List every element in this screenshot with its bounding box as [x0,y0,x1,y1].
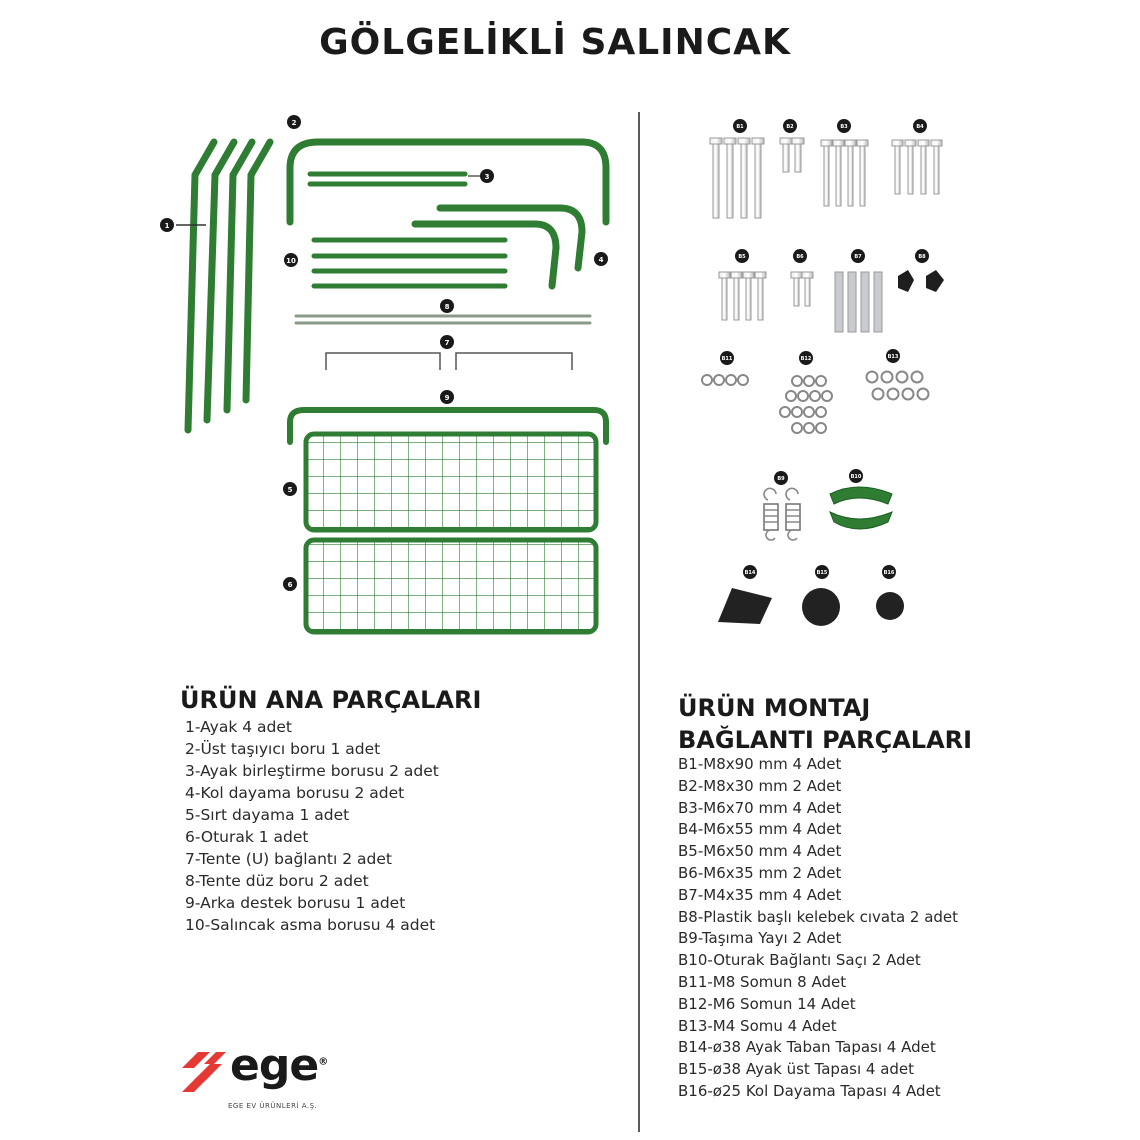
part-hanging-pipes [314,240,505,286]
part-arm-rests [415,208,582,286]
hardware-b16-cap [876,592,904,620]
svg-text:B5: B5 [738,254,746,260]
connection-part-item: B12-M6 Somun 14 Adet [678,994,856,1013]
hardware-b6-bolts [791,272,813,306]
main-part-item: 2-Üst taşıyıcı boru 1 adet [185,740,381,758]
svg-text:B8: B8 [918,254,926,260]
part-backrest [306,434,596,530]
ege-logo [180,1040,340,1120]
connection-heading-line-2: BAĞLANTI PARÇALARI [678,726,973,754]
svg-text:B6: B6 [796,254,804,260]
main-part-item: 10-Salıncak asma borusu 4 adet [185,916,436,934]
hardware-b11-nuts [702,375,748,385]
part-seat [306,540,596,632]
svg-text:B11: B11 [721,356,733,362]
marker-b13 [886,349,900,363]
svg-text:B12: B12 [800,356,812,362]
connection-part-item: B3-M6x70 mm 4 Adet [678,798,842,817]
svg-text:7: 7 [444,339,450,347]
svg-text:1: 1 [164,222,170,230]
marker-part-5 [283,482,297,496]
svg-text:10: 10 [286,257,296,265]
marker-part-7 [440,335,454,349]
connection-part-item: B13-M4 Somu 4 Adet [678,1016,837,1035]
hardware-b13-nuts [867,372,929,400]
main-parts-heading: ÜRÜN ANA PARÇALARI [180,686,482,714]
part-leg-joining-pipes [310,174,465,184]
hardware-b15-cap [802,588,840,626]
svg-text:4: 4 [598,256,604,264]
connection-parts-heading [678,692,998,756]
connection-part-item: B2-M8x30 mm 2 Adet [678,776,842,795]
svg-text:3: 3 [484,173,490,181]
marker-b16 [882,565,896,579]
hardware-b14-cap [718,588,772,624]
main-part-item: 9-Arka destek borusu 1 adet [185,894,406,912]
connection-part-item: B16-ø25 Kol Dayama Tapası 4 Adet [678,1081,941,1100]
hardware-b2-bolts [780,138,804,172]
main-part-item: 1-Ayak 4 adet [185,718,292,736]
marker-part-8 [440,299,454,313]
connection-part-item: B7-M4x35 mm 4 Adet [678,885,842,904]
marker-b12 [799,351,813,365]
part-canopy-u-connectors [326,353,572,370]
connection-part-item: B4-M6x55 mm 4 Adet [678,820,842,839]
marker-b5 [735,249,749,263]
connection-part-item: B8-Plastik başlı kelebek cıvata 2 adet [678,907,959,926]
connection-part-item: B14-ø38 Ayak Taban Tapası 4 Adet [678,1038,936,1057]
svg-text:B3: B3 [840,124,848,130]
svg-text:6: 6 [287,581,293,589]
marker-b4 [913,119,927,133]
logo-stripes-icon [180,1050,228,1094]
svg-text:B13: B13 [887,354,899,360]
marker-b2 [783,119,797,133]
hardware-b7-bolts [835,272,882,332]
hardware-b12-nuts [780,376,832,433]
marker-b14 [743,565,757,579]
marker-b1 [733,119,747,133]
hardware-b10-plates [830,487,892,529]
part-legs [188,142,270,430]
marker-b8 [915,249,929,263]
marker-b7 [851,249,865,263]
connection-parts-list [678,754,958,1103]
connection-part-item: B10-Oturak Bağlantı Saçı 2 Adet [678,951,921,970]
connection-part-item: B1-M8x90 mm 4 Adet [678,755,842,773]
main-part-item: 5-Sırt dayama 1 adet [185,806,350,824]
logo-wordmark: ege® [230,1040,328,1091]
marker-part-2 [287,115,301,129]
marker-part-10 [284,253,298,267]
marker-b9 [774,471,788,485]
svg-text:B1: B1 [736,124,744,130]
hardware-b8-wing-bolts [898,270,944,292]
connection-part-item: B5-M6x50 mm 4 Adet [678,842,842,861]
marker-part-1 [160,218,174,232]
svg-text:B14: B14 [744,570,756,576]
svg-text:B4: B4 [916,124,924,130]
part-canopy-pipes [296,316,590,323]
hardware-b5-bolts [719,272,766,320]
svg-text:B15: B15 [816,570,828,576]
connection-heading-line-1: ÜRÜN MONTAJ [678,694,871,722]
hardware-b9-springs [764,488,800,540]
marker-b10 [849,469,863,483]
connection-part-item: B9-Taşıma Yayı 2 Adet [678,929,842,948]
svg-text:B10: B10 [850,474,862,480]
main-part-item: 7-Tente (U) bağlantı 2 adet [185,850,392,868]
marker-part-6 [283,577,297,591]
connection-part-item: B15-ø38 Ayak üst Tapası 4 adet [678,1060,915,1079]
svg-text:9: 9 [444,394,450,402]
hardware-b4-bolts [892,140,942,194]
marker-b11 [720,351,734,365]
marker-b15 [815,565,829,579]
page-title: GÖLGELİKLİ SALINCAK [319,22,791,63]
marker-part-4 [594,252,608,266]
svg-text:5: 5 [287,486,293,494]
svg-text:2: 2 [291,119,297,127]
svg-text:B9: B9 [777,476,785,482]
marker-b3 [837,119,851,133]
logo-subtitle: EGE EV ÜRÜNLERİ A.Ş. [228,1102,318,1110]
svg-text:8: 8 [444,303,450,311]
main-part-item: 8-Tente düz boru 2 adet [185,872,369,890]
svg-text:B2: B2 [786,124,794,130]
main-part-item: 3-Ayak birleştirme borusu 2 adet [185,762,439,780]
connection-part-item: B11-M8 Somun 8 Adet [678,972,847,991]
svg-text:B16: B16 [883,570,895,576]
hardware-b1-bolts [710,138,764,218]
main-part-item: 4-Kol dayama borusu 2 adet [185,784,405,802]
marker-part-9 [440,390,454,404]
main-part-item: 6-Oturak 1 adet [185,828,309,846]
marker-b6 [793,249,807,263]
leg-4 [246,142,270,400]
main-parts-list [185,716,439,936]
svg-text:B7: B7 [854,254,862,260]
connection-part-item: B6-M6x35 mm 2 Adet [678,863,842,882]
hardware-b3-bolts [821,140,868,206]
marker-part-3 [480,169,494,183]
